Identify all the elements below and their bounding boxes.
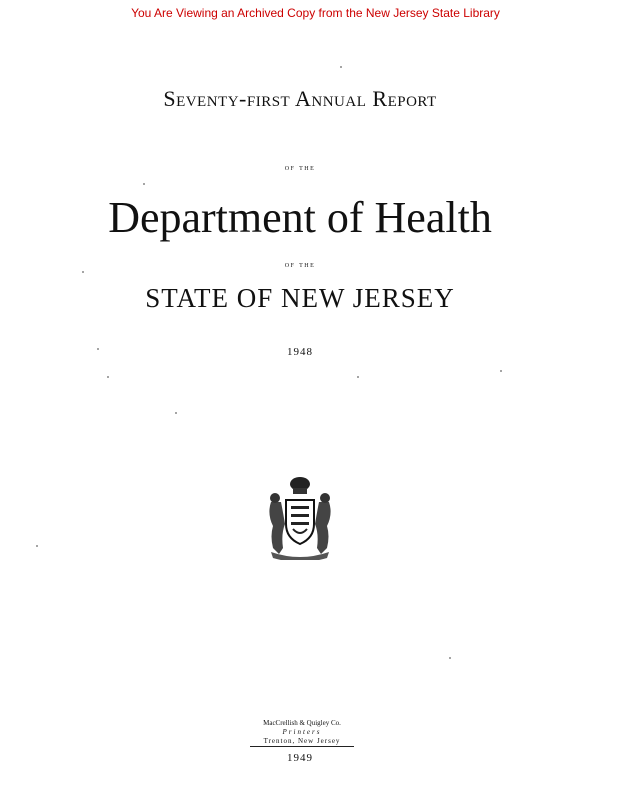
state-title: STATE OF NEW JERSEY — [145, 283, 455, 313]
scan-speck — [340, 66, 342, 68]
printer-role: Printers — [282, 728, 322, 736]
scan-speck — [97, 348, 99, 350]
new-jersey-state-seal-icon — [263, 474, 337, 560]
printer-location: Trenton, New Jersey — [263, 737, 341, 745]
print-year: 1949 — [287, 752, 313, 764]
scan-speck — [107, 376, 109, 378]
printer-imprint — [240, 719, 364, 747]
department-title: Department of Health — [108, 193, 492, 242]
scan-speck — [175, 412, 177, 414]
printer-rule — [250, 746, 354, 747]
archive-banner: You Are Viewing an Archived Copy from the New Jersey State Library — [131, 6, 500, 20]
printer-name: MacCrellish & Quigley Co. — [263, 719, 341, 727]
scan-speck — [36, 545, 38, 547]
report-year: 1948 — [287, 346, 313, 358]
scan-speck — [449, 657, 451, 659]
report-title: Seventy-first Annual Report — [163, 86, 437, 111]
scan-speck — [500, 370, 502, 372]
scan-speck — [143, 183, 145, 185]
of-the-text: of the — [284, 162, 316, 172]
of-the-text: of the — [284, 259, 316, 269]
scan-speck — [82, 271, 84, 273]
scan-speck — [357, 376, 359, 378]
